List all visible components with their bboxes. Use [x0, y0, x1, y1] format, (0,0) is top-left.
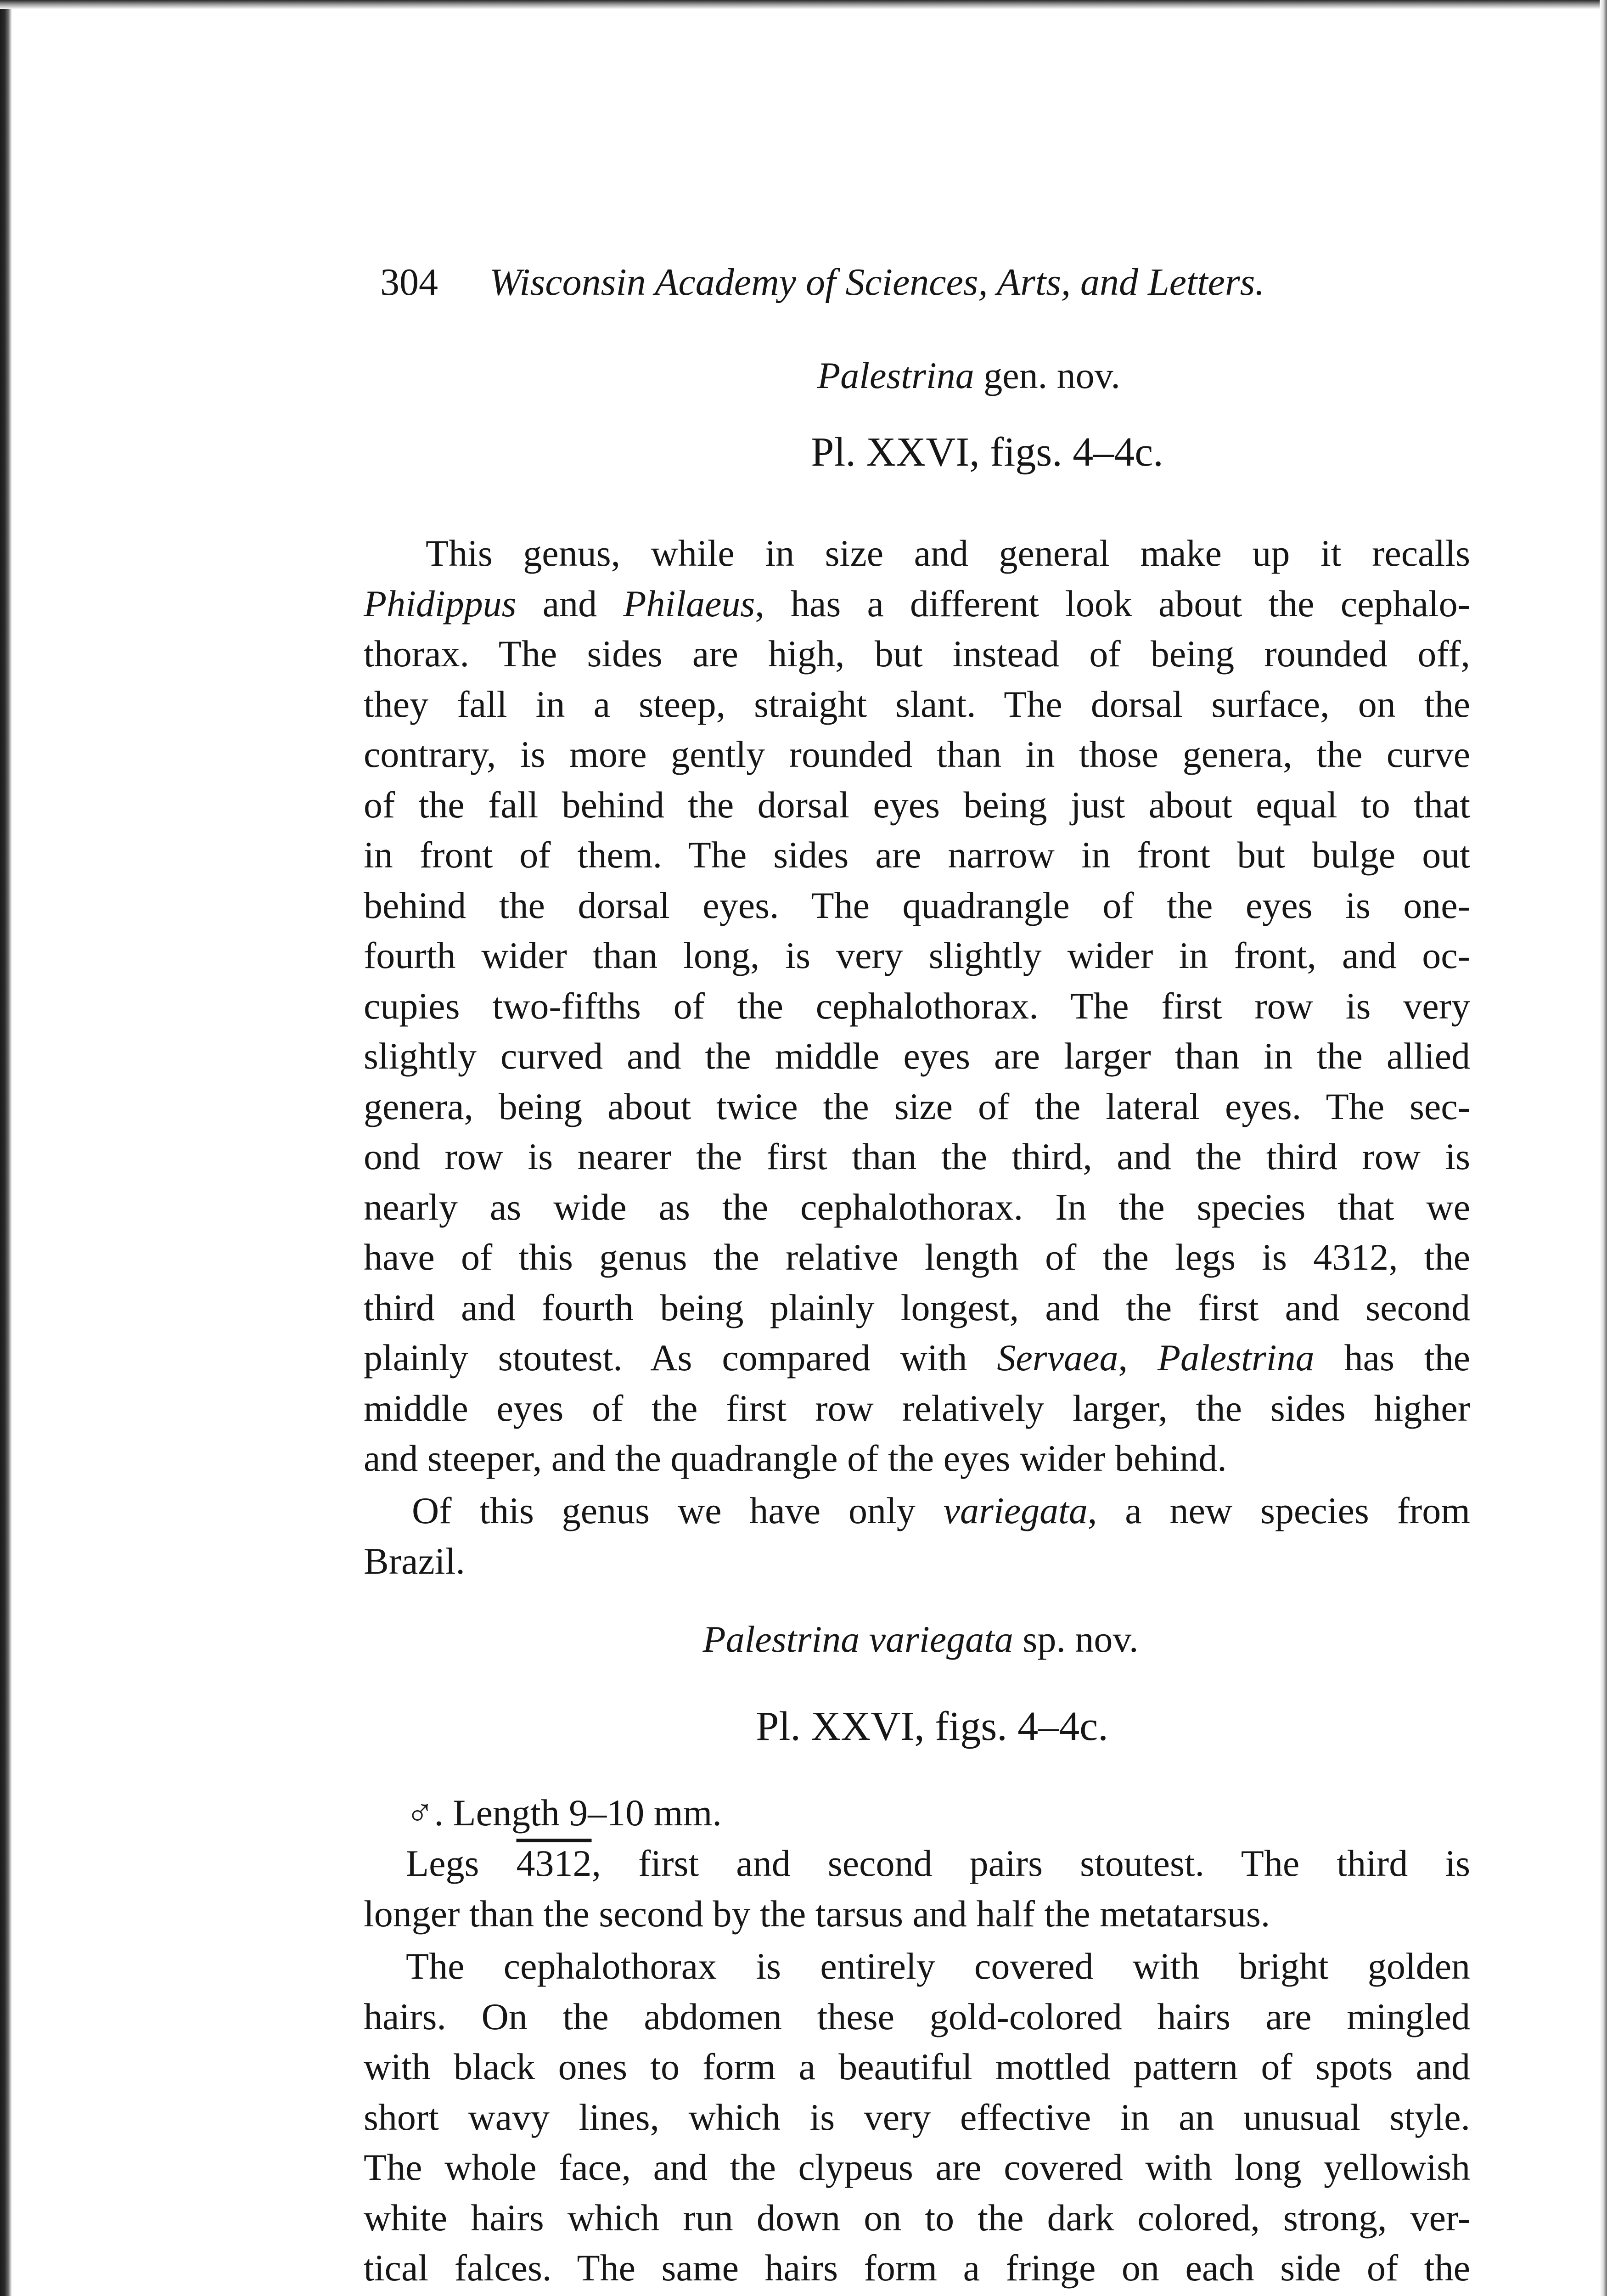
plate-reference-1: Pl. XXVI, figs. 4–4c.: [811, 429, 1163, 475]
text-line: tical falces. The same hairs form a fringe on each side of the: [364, 2247, 1470, 2289]
text-line: The whole face, and the clypeus are covered with long yellowish: [364, 2146, 1470, 2188]
text-line: contrary, is more gently rounded than in those genera, the curve: [364, 733, 1470, 775]
italic-term: Phidippus: [364, 582, 517, 625]
page-scan-top-edge: [0, 0, 1607, 9]
text-line: white hairs which run down on to the dark colored, strong, ver-: [364, 2196, 1470, 2239]
genus-suffix: gen. nov.: [983, 355, 1120, 396]
genus-name: Palestrina: [817, 355, 974, 396]
text-line: have of this genus the relative length of the legs is 4312, the: [364, 1236, 1470, 1278]
text-line: longer than the second by the tarsus and half the metatarsus.: [364, 1892, 1270, 1935]
text-line: Phidippus and Philaeus, has a different look about the cephalo-: [364, 582, 1470, 625]
genus-description: [364, 528, 1470, 1484]
leg-formula-part-b: 12: [554, 1842, 592, 1884]
text-line: third and fourth being plainly longest, and the first and second: [364, 1286, 1470, 1328]
coloration-description: [364, 1941, 1470, 2293]
species-name: Palestrina variegata: [702, 1618, 1013, 1660]
length-label: Length: [453, 1792, 560, 1834]
text-line: [364, 1486, 1470, 1536]
text-line: with black ones to form a beautiful mottled pattern of spots and: [364, 2046, 1470, 2088]
note-suffix: , a new species from: [1087, 1490, 1471, 1531]
text-line: This genus, while in size and general make up it recalls: [426, 532, 1470, 574]
text-line: short wavy lines, which is very effective in an unusual style.: [364, 2096, 1470, 2138]
text-line: [364, 1788, 1470, 1838]
italic-term: Palestrina: [1157, 1337, 1315, 1379]
male-symbol: ♂.: [406, 1792, 444, 1834]
text-line: genera, being about twice the size of the lateral eyes. The sec-: [364, 1085, 1470, 1127]
species-heading: [530, 1616, 1311, 1662]
text-line: hairs. On the abdomen these gold-colored hairs are mingled: [364, 1995, 1470, 2037]
genus-note: [364, 1486, 1470, 1586]
legs-label: Legs: [406, 1842, 479, 1884]
text-line: of the fall behind the dorsal eyes being just about equal to that: [364, 783, 1470, 826]
text-line: cupies two-fifths of the cephalothorax. The first row is very: [364, 985, 1470, 1027]
text-line: [364, 1838, 1470, 1889]
text-line: The cephalothorax is entirely covered with bright golden: [406, 1945, 1470, 1987]
text-line: nearly as wide as the cephalothorax. In the species that we: [364, 1186, 1470, 1228]
text-line: behind the dorsal eyes. The quadrangle of the eyes is one-: [364, 884, 1470, 926]
plate-reference-2: Pl. XXVI, figs. 4–4c.: [756, 1704, 1108, 1749]
text-line: middle eyes of the first row relatively larger, the sides higher: [364, 1387, 1470, 1429]
text-line: thorax. The sides are high, but instead of being rounded off,: [364, 633, 1470, 675]
legs-description: [364, 1838, 1470, 1939]
legs-rest: , first and second pairs stoutest. The third is: [591, 1842, 1471, 1884]
text-line: they fall in a steep, straight slant. The dorsal surface, on the: [364, 683, 1470, 725]
italic-term: Servaea: [997, 1337, 1118, 1379]
text-line: slightly curved and the middle eyes are larger than in the allied: [364, 1035, 1470, 1077]
text-line: fourth wider than long, is very slightly wider in front, and oc-: [364, 934, 1470, 976]
leg-formula-part-a: 43: [516, 1842, 554, 1884]
page-scan-right-edge: [1600, 0, 1607, 2296]
note-prefix: Of this genus we have only: [412, 1490, 916, 1531]
running-head: [380, 259, 1510, 305]
male-length: [364, 1788, 1470, 1838]
text-line: and steeper, and the quadrangle of the eyes wider behind.: [364, 1437, 1227, 1479]
text-line: plainly stoutest. As compared with Servaea, Palestrina has the: [364, 1337, 1471, 1379]
genus-heading: [579, 353, 1359, 399]
text-line: Brazil.: [364, 1540, 465, 1582]
text-line: in front of them. The sides are narrow in front but bulge out: [364, 834, 1470, 876]
text-line: ond row is nearer the first than the third, and the third row is: [364, 1136, 1470, 1177]
species-suffix: sp. nov.: [1023, 1618, 1139, 1660]
italic-term: Philaeus: [623, 582, 755, 625]
length-value: 9–10 mm.: [569, 1792, 722, 1834]
species-epithet: variegata: [943, 1490, 1088, 1531]
page-number: 304: [380, 261, 438, 304]
journal-title: Wisconsin Academy of Sciences, Arts, and Letters.: [489, 261, 1265, 304]
page-scan-left-edge: [0, 0, 12, 2296]
